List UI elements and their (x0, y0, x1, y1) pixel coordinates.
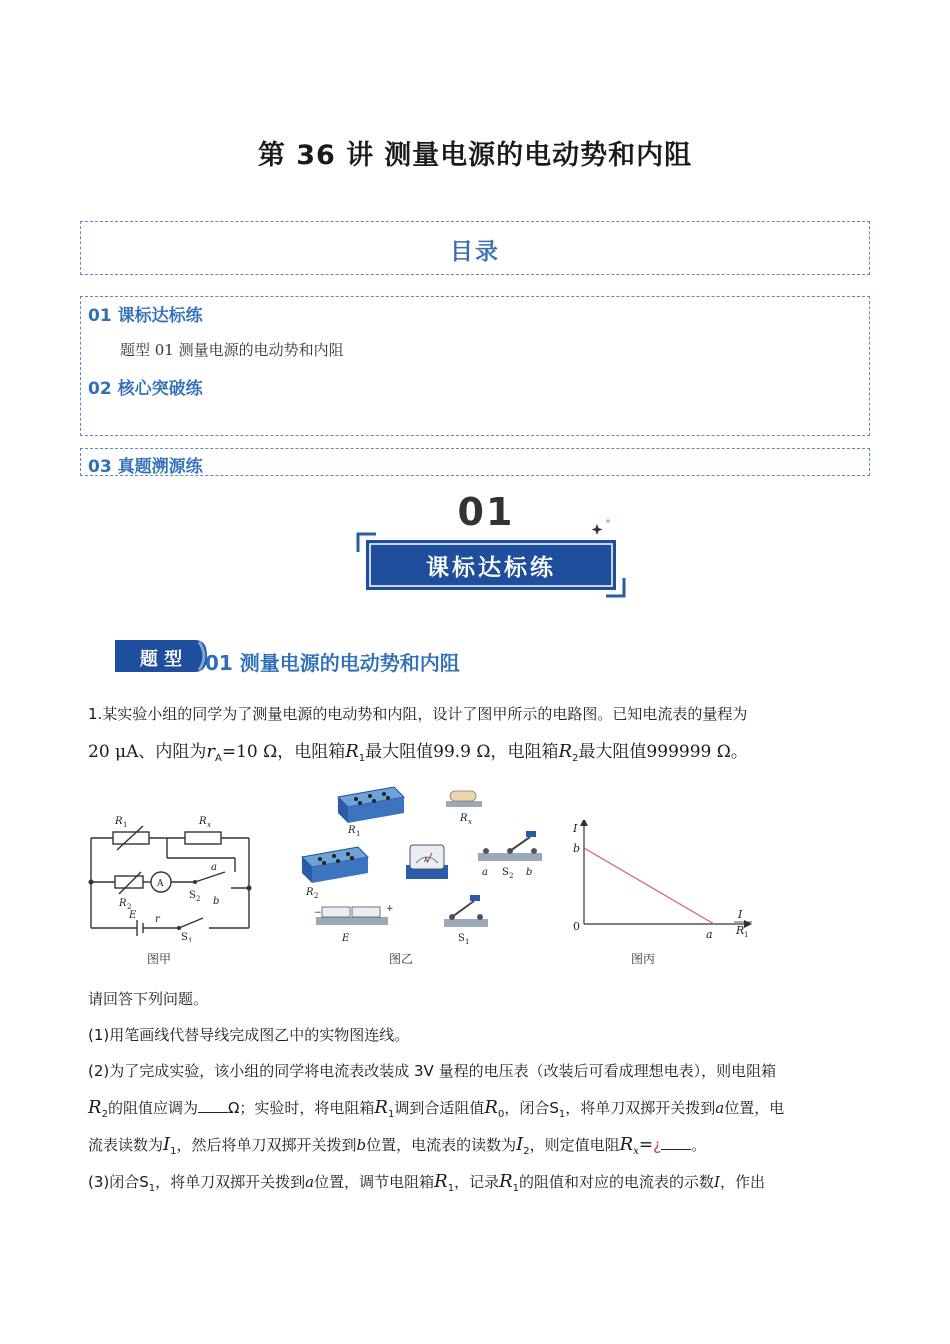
question-type-title: 01 测量电源的电动势和内阻 (205, 651, 460, 675)
resistance-box-r1 (338, 787, 404, 823)
svg-text:S: S (502, 867, 509, 878)
figure-caption-bing: 图丙 (631, 952, 656, 966)
double-throw-switch-s2 (478, 831, 542, 861)
svg-text:S: S (458, 933, 465, 944)
svg-text:E: E (129, 910, 137, 921)
svg-text:x: x (468, 818, 472, 826)
question-1: (1)用笔画线代替导线完成图乙中的实物图连线。 (88, 1026, 410, 1044)
svg-text:+: + (386, 904, 394, 914)
svg-text:2: 2 (127, 903, 132, 911)
answer-blank-rx[interactable] (661, 1135, 691, 1150)
circuit-diagram-jia (85, 810, 265, 942)
resistor-rx (446, 791, 482, 807)
svg-text:2: 2 (196, 895, 201, 903)
svg-text:S: S (181, 932, 188, 942)
svg-text:1: 1 (356, 830, 361, 838)
toc-title: 目录 (450, 239, 500, 265)
svg-text:2: 2 (509, 872, 514, 880)
resistance-box-r2 (302, 847, 368, 883)
svg-text:0: 0 (573, 920, 580, 933)
answer-blank-r2[interactable] (198, 1098, 228, 1113)
svg-text:R: R (119, 898, 127, 909)
question-type-badge (115, 636, 210, 676)
svg-text:1: 1 (744, 931, 749, 939)
banner-text: 课标达标练 (426, 555, 556, 581)
svg-text:b: b (526, 867, 533, 878)
svg-text:a: a (211, 862, 217, 873)
svg-text:R: R (348, 825, 356, 836)
toc-item-02[interactable]: 02 核心突破练 (88, 379, 203, 399)
page-title: 第 36 讲 测量电源的电动势和内阻 (257, 140, 693, 171)
svg-text:I: I (738, 908, 743, 921)
section-number: 01 (457, 490, 515, 534)
svg-text:r: r (155, 914, 160, 925)
svg-text:E: E (342, 933, 350, 944)
battery-e (316, 907, 388, 925)
svg-text:x: x (207, 821, 211, 829)
toc-item-01[interactable]: 01 课标达标练 (88, 306, 203, 326)
problem-line-1: 1.某实验小组的同学为了测量电源的电动势和内阻，设计了图甲所示的电路图。已知电流表的量程为 (88, 705, 748, 723)
question-2-line-2: $R_2$的阻值应调为 Ω；实验时，将电阻箱$R_1$调到合适阻值$R_0$，闭合$S_1$，将单刀双掷开关拨到a位置，电 (88, 1097, 785, 1120)
svg-text:R: R (115, 816, 123, 827)
svg-text:S: S (189, 890, 196, 901)
svg-text:b: b (573, 842, 581, 855)
svg-text:a: a (482, 867, 488, 878)
svg-text:1: 1 (123, 821, 128, 829)
svg-text:R: R (306, 887, 314, 898)
svg-text:A: A (157, 879, 164, 889)
question-2-line-3: 流表读数为$I_1$，然后将单刀双掷开关拨到b位置，电流表的读数为$I_2$，则定值电阻$R_x=¿$ 。 (88, 1134, 707, 1157)
switch-s1 (444, 895, 488, 927)
graph-bing (568, 820, 758, 950)
question-2-line-1: (2)为了完成实验，该小组的同学将电流表改装成 3V 量程的电压表（改装后可看成理想电表），则电阻箱 (88, 1062, 777, 1080)
problem-line-2: 20 μA、内阻为$r_A=10$ Ω，电阻箱$R_1$最大阻值99.9 Ω，电阻箱$R_2$最大阻值999999 Ω。 (88, 741, 748, 764)
apparatus-figure-yi (298, 783, 548, 953)
toc-item-03[interactable]: 03 真题溯源练 (88, 457, 203, 477)
question-3: (3)闭合$S_1$，将单刀双掷开关拨到a位置，调节电阻箱$R_1$，记录$R_1$的阻值和对应的电流表的示数I，作出 (88, 1171, 765, 1194)
figure-caption-yi: 图乙 (389, 952, 414, 966)
badge-text: 题 型 (139, 649, 183, 670)
figure-caption-jia: 图甲 (147, 952, 172, 966)
svg-text:A: A (424, 857, 429, 864)
ammeter (406, 845, 448, 879)
svg-text:−: − (314, 908, 322, 918)
toc-subitem-01[interactable]: 题型 01 测量电源的电动势和内阻 (120, 341, 344, 359)
svg-text:1: 1 (188, 937, 193, 942)
section-banner (356, 532, 626, 598)
svg-text:2: 2 (314, 892, 319, 900)
svg-text:R: R (736, 924, 745, 937)
svg-text:a: a (706, 928, 713, 941)
svg-text:R: R (460, 813, 468, 824)
prompt-text: 请回答下列问题。 (88, 990, 209, 1008)
svg-text:R: R (199, 816, 207, 827)
svg-text:b: b (213, 896, 220, 907)
svg-text:1: 1 (465, 938, 470, 946)
svg-text:I: I (573, 822, 578, 835)
